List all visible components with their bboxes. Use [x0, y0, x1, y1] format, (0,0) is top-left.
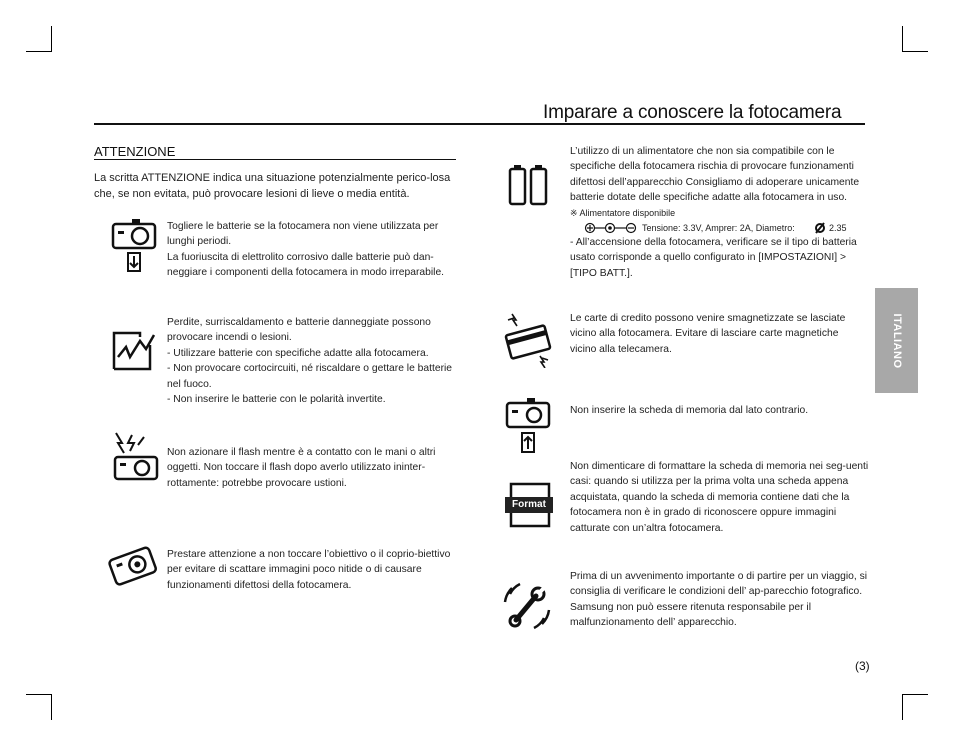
camera-battery-icon: [110, 217, 158, 275]
note: ※ Alimentatore disponibile: [570, 207, 676, 218]
left-item-2-text: [167, 315, 462, 407]
right-item-2-text: [570, 311, 865, 357]
format-label: Format: [505, 497, 553, 513]
language-tab: [875, 288, 918, 393]
paragraph: Non azionare il flash mentre è a contatto con le mani o altri oggetti. Non toccare il flash dopo averlo utilizzato ininter-rottamente: potrebbe provocare ustioni.: [167, 447, 436, 489]
magnetic-card-icon: [502, 312, 554, 368]
spec-text: Tensione: 3.3V, Amprer: 2A, Diametro:: [642, 223, 795, 233]
memory-card-insert-icon: [505, 397, 551, 455]
paragraph: L’utilizzo di un alimentatore che non sia compatibile con le specifiche della fotocamera rischia di provocare funzionamenti difettosi dell’apparecchio Consigliamo di adoperare unicamente batterie dotate delle specifiche adatte alla fotocamera in uso.: [570, 146, 860, 204]
paragraph: - All’accensione della fotocamera, verificare se il tipo di batteria usato corrisponde a quello configurato in [IMPOSTAZIONI] > [TIPO BATT.].: [570, 237, 857, 279]
right-item-1-text: [570, 144, 870, 220]
paragraph: - Non inserire le batterie con le polarità invertite.: [167, 394, 386, 406]
wrench-icon: [502, 580, 552, 632]
polarity-spec-row: [584, 220, 874, 236]
section-heading: ATTENZIONE: [94, 144, 176, 159]
page-title: Imparare a conoscere la fotocamera: [543, 102, 842, 123]
paragraph: - Utilizzare batterie con specifiche adatte alla fotocamera.: [167, 347, 429, 359]
page-number: (3): [855, 659, 870, 673]
paragraph: Non inserire la scheda di memoria dal lato contrario.: [570, 405, 809, 416]
flash-warning-icon: [110, 431, 160, 483]
right-item-4-text: [570, 459, 870, 536]
left-item-3-text: [167, 445, 462, 491]
paragraph: Prestare attenzione a non toccare l’obiettivo o il coprio-biettivo per evitare di scattare immagini poco nitide o di causare funzionamenti difettosi della fotocamera.: [167, 549, 451, 591]
language-tab-label: ITALIANO: [890, 312, 903, 369]
right-item-5-text: [570, 569, 870, 631]
paragraph: Perdite, surriscaldamento e batterie danneggiate possono provocare incendi o lesioni.: [167, 317, 431, 344]
paragraph: Togliere le batterie se la fotocamera non viene utilizzata per lunghi periodi.: [167, 221, 439, 248]
batteries-icon: [507, 163, 549, 207]
polarity-symbol-icon: [584, 222, 640, 234]
left-item-4-text: [167, 547, 462, 593]
section-intro: La scritta ATTENZIONE indica una situazione potenzialmente perico-losa che, se non evitata, può provocare lesioni di lieve o media entità.: [94, 172, 451, 200]
paragraph: - Non provocare cortocircuiti, né riscaldare o gettare le batterie nel fuoco.: [167, 363, 453, 390]
overheat-battery-icon: [110, 327, 158, 373]
crop-mark: [51, 694, 52, 720]
paragraph: La fuoriuscita di elettrolito corrosivo dalle batterie può dan-neggiare i componenti della fotocamera in modo irreparabile.: [167, 251, 445, 279]
crop-mark: [902, 51, 928, 52]
crop-mark: [26, 694, 52, 695]
right-item-3-text: [570, 403, 865, 418]
crop-mark: [51, 26, 52, 52]
paragraph: Prima di un avvenimento importante o di partire per un viaggio, si consiglia di verificare le condizioni dell’ ap-parecchio fotografico. Samsung non può essere ritenuta responsabile per il malfunzionamento dell’ apparecchio.: [570, 571, 868, 629]
crop-mark: [902, 694, 903, 720]
diameter-icon: [814, 222, 826, 234]
title-divider: [94, 123, 865, 125]
crop-mark: [26, 51, 52, 52]
section-divider: [94, 159, 456, 160]
paragraph: Le carte di credito possono venire smagnetizzate se lasciate vicino alla fotocamera. Evitare di lasciare carte magnetiche vicino alla telecamera.: [570, 313, 846, 355]
left-item-1-text: [167, 219, 462, 281]
spec-value: 2.35: [829, 223, 847, 233]
right-item-1-tail: [570, 235, 870, 281]
crop-mark: [902, 26, 903, 52]
crop-mark: [902, 694, 928, 695]
camera-lens-icon: [108, 545, 158, 589]
paragraph: Non dimenticare di formattare la scheda di memoria nei seg-uenti casi: quando si utilizza per la prima volta una scheda appena acquistata, quando la scheda di memoria contiene dati che la fotocamera non è in grado di riconoscere oppure immagini catturate con un’altra fotocamera.: [570, 461, 869, 534]
